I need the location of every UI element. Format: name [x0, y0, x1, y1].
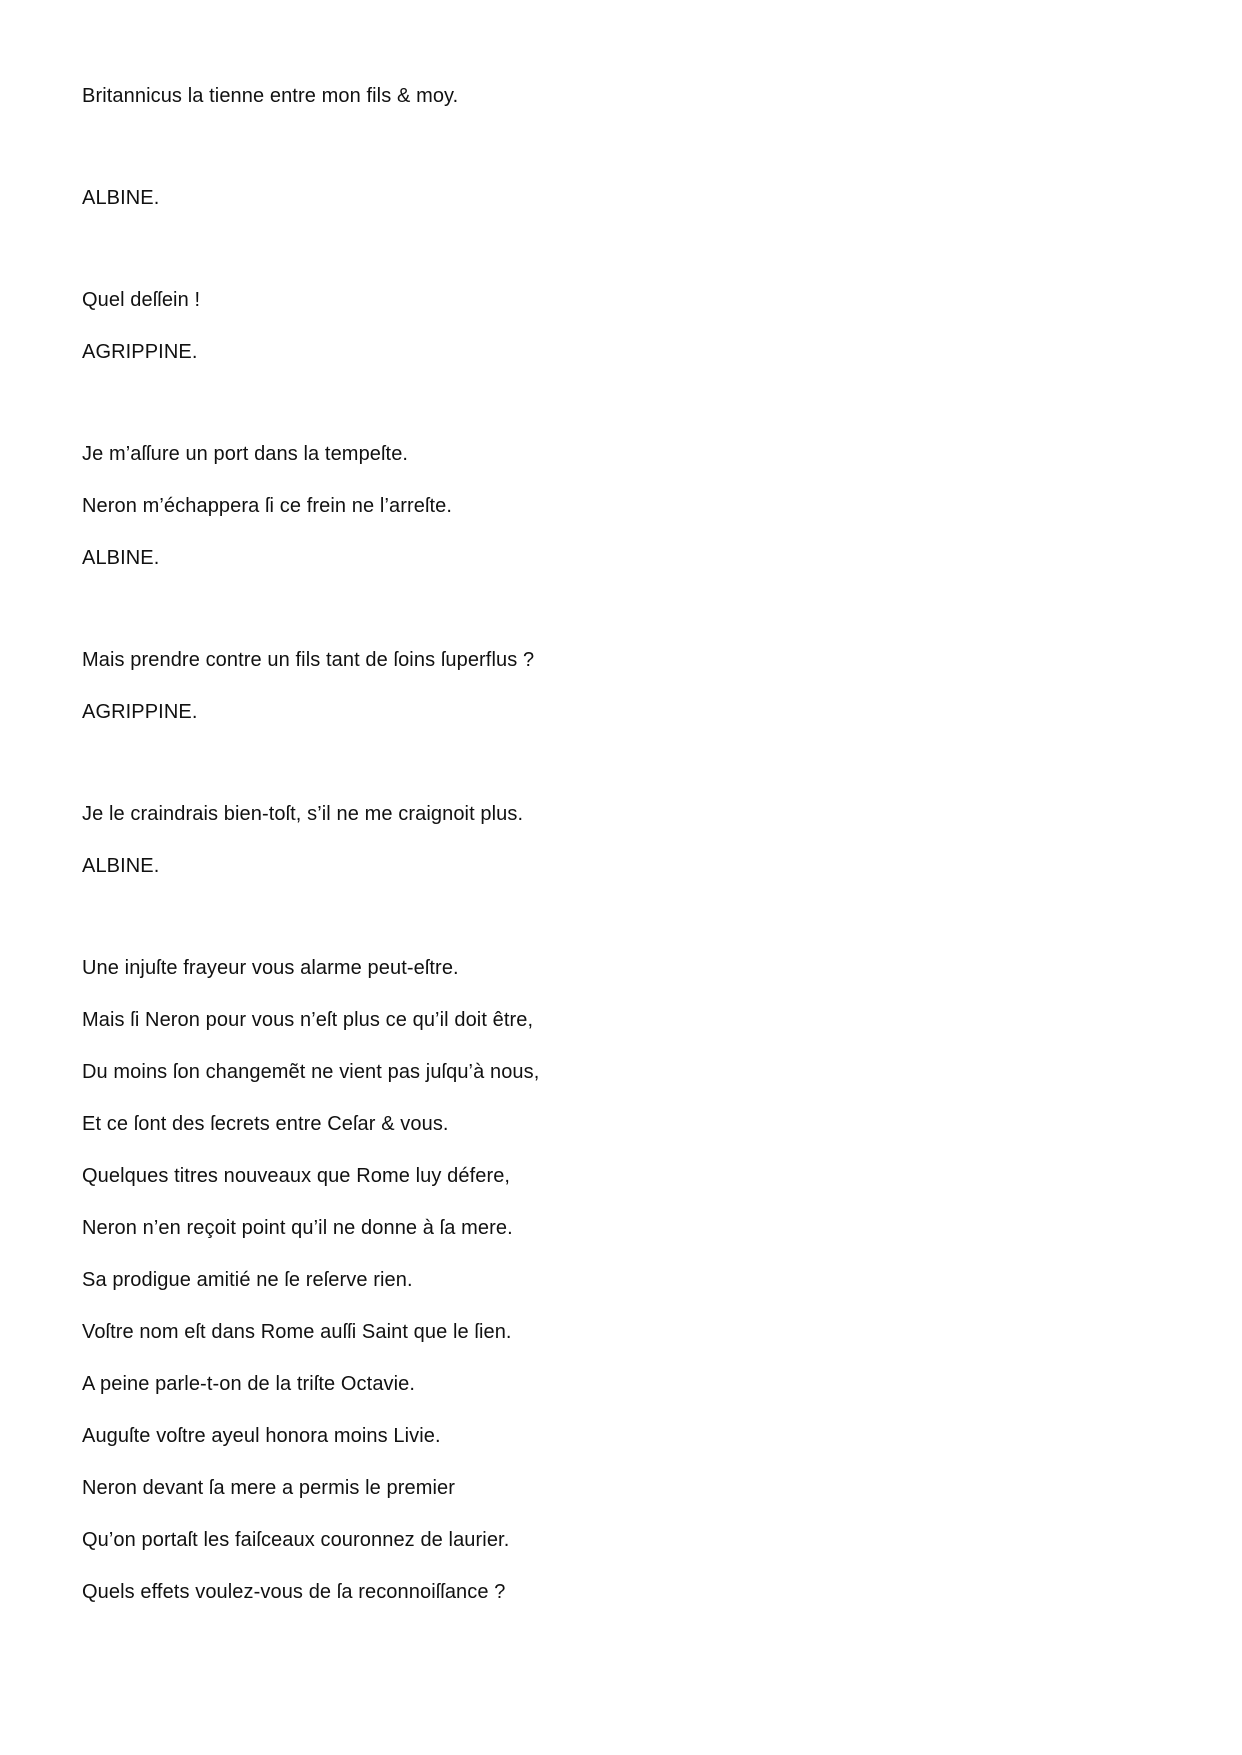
verse-line: Je m’aſſure un port dans la tempeſte. [82, 443, 409, 465]
verse-line: Neron devant ſa mere a permis le premier [82, 1477, 456, 1499]
verse-line: Quels effets voulez-vous de ſa reconnoiſſance ? [82, 1581, 506, 1603]
speaker-name: ALBINE. [82, 547, 160, 569]
verse-line: Mais prendre contre un fils tant de ſoins ſuperflus ? [82, 649, 535, 671]
verse-line: Du moins ſon changemẽt ne vient pas juſqu’à nous, [82, 1061, 540, 1083]
speaker-name: AGRIPPINE. [82, 341, 198, 363]
verse-line: Voſtre nom eſt dans Rome auſſi Saint que le ſien. [82, 1321, 512, 1343]
speaker-name: ALBINE. [82, 855, 160, 877]
verse-line: Neron n’en reçoit point qu’il ne donne à ſa mere. [82, 1217, 513, 1239]
verse-line: Sa prodigue amitié ne ſe reſerve rien. [82, 1269, 413, 1291]
speaker-name: AGRIPPINE. [82, 701, 198, 723]
verse-line: Neron m’échappera ſi ce frein ne l’arreſte. [82, 495, 453, 517]
verse-line: Quelques titres nouveaux que Rome luy défere, [82, 1165, 511, 1187]
verse-line: Je le craindrais bien-toſt, s’il ne me craignoit plus. [82, 803, 524, 825]
verse-line: Britannicus la tienne entre mon fils & moy. [82, 85, 459, 107]
verse-line: Auguſte voſtre ayeul honora moins Livie. [82, 1425, 441, 1447]
verse-line: Qu’on portaſt les faiſceaux couronnez de laurier. [82, 1529, 510, 1551]
speaker-name: ALBINE. [82, 187, 160, 209]
verse-line: Mais ſi Neron pour vous n’eſt plus ce qu’il doit être, [82, 1009, 534, 1031]
verse-line: A peine parle-t-on de la triſte Octavie. [82, 1373, 416, 1395]
verse-line: Quel deſſein ! [82, 289, 201, 311]
verse-line: Une injuſte frayeur vous alarme peut-eſtre. [82, 957, 459, 979]
verse-line: Et ce ſont des ſecrets entre Ceſar & vous. [82, 1113, 449, 1135]
